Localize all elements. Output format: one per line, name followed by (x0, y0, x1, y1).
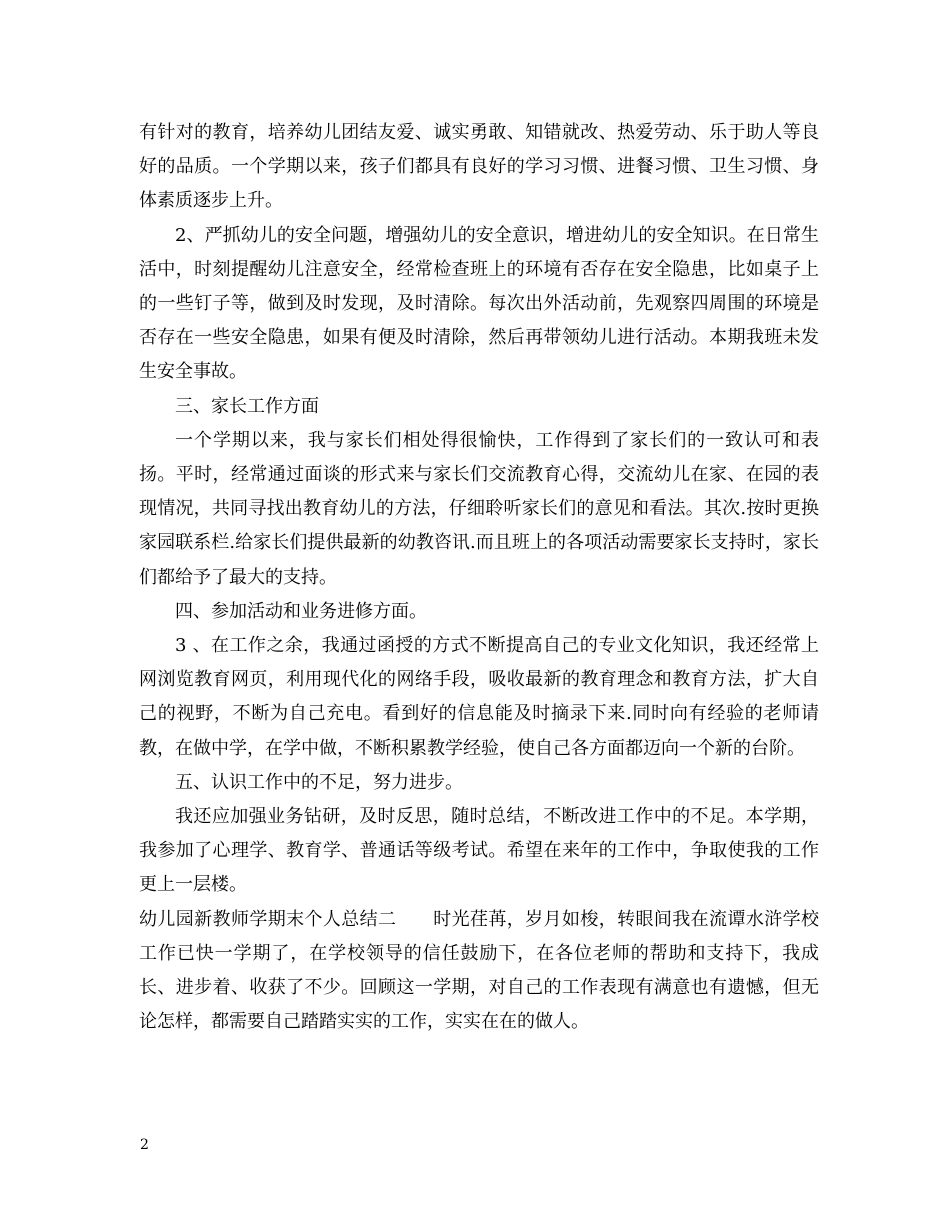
page-number: 2 (140, 1137, 149, 1153)
paragraph-2: 2、严抓幼儿的安全问题，增强幼儿的安全意识，增进幼儿的安全知识。在日常生活中，时刻提醒幼儿注意安全，经常检查班上的环境有否存在安全隐患，比如桌子上的一些钉子等，做到及时发现，及时清除。每次出外活动前，先观察四周围的环境是否存在一些安全隐患，如果有便及时清除，然后再带领幼儿进行活动。本期我班未发生安全事故。 (139, 224, 819, 383)
paragraph-1: 有针对的教育，培养幼儿团结友爱、诚实勇敢、知错就改、热爱劳动、乐于助人等良好的品质。一个学期以来，孩子们都具有良好的学习习惯、进餐习惯、卫生习惯、身体素质逐步上升。 (139, 122, 819, 212)
section-heading-parents: 三、家长工作方面 (175, 395, 319, 417)
paragraph-5: 我还应加强业务钻研，及时反思，随时总结，不断改进工作中的不足。本学期，我参加了心理学、教育学、普通话等级考试。希望在来年的工作中，争取使我的工作更上一层楼。 (139, 806, 819, 896)
paragraph-4: 3 、在工作之余，我通过函授的方式不断提高自己的专业文化知识，我还经常上网浏览教育网页，利用现代化的网络手段，吸收最新的教育理念和教育方法，扩大自己的视野，不断为自己充电。看到好的信息能及时摘录下来.同时向有经验的老师请教，在做中学，在学中做，不断积累教学经验，使自己各方面都迈向一个新的台阶。 (139, 635, 819, 759)
document-body (139, 116, 819, 1039)
paragraph-3: 一个学期以来，我与家长们相处得很愉快，工作得到了家长们的一致认可和表扬。平时，经常通过面谈的形式来与家长们交流教育心得，交流幼儿在家、在园的表现情况，共同寻找出教育幼儿的方法，仔细聆听家长们的意见和看法。其次.按时更换家园联系栏.给家长们提供最新的幼教咨讯.而且班上的各项活动需要家长支持时，家长们都给予了最大的支持。 (139, 429, 819, 588)
section-heading-activities: 四、参加活动和业务进修方面。 (175, 600, 427, 622)
paragraph-6: 幼儿园新教师学期末个人总结二 时光荏苒，岁月如梭，转眼间我在流谭水浒学校工作已快一学期了，在学校领导的信任鼓励下，在各位老师的帮助和支持下，我成长、进步着、收获了不少。回顾这一学期，对自己的工作表现有满意也有遗憾，但无论怎样，都需要自己踏踏实实的工作，实实在在的做人。 (139, 908, 819, 1033)
section-heading-shortcomings: 五、认识工作中的不足，努力进步。 (175, 771, 463, 793)
